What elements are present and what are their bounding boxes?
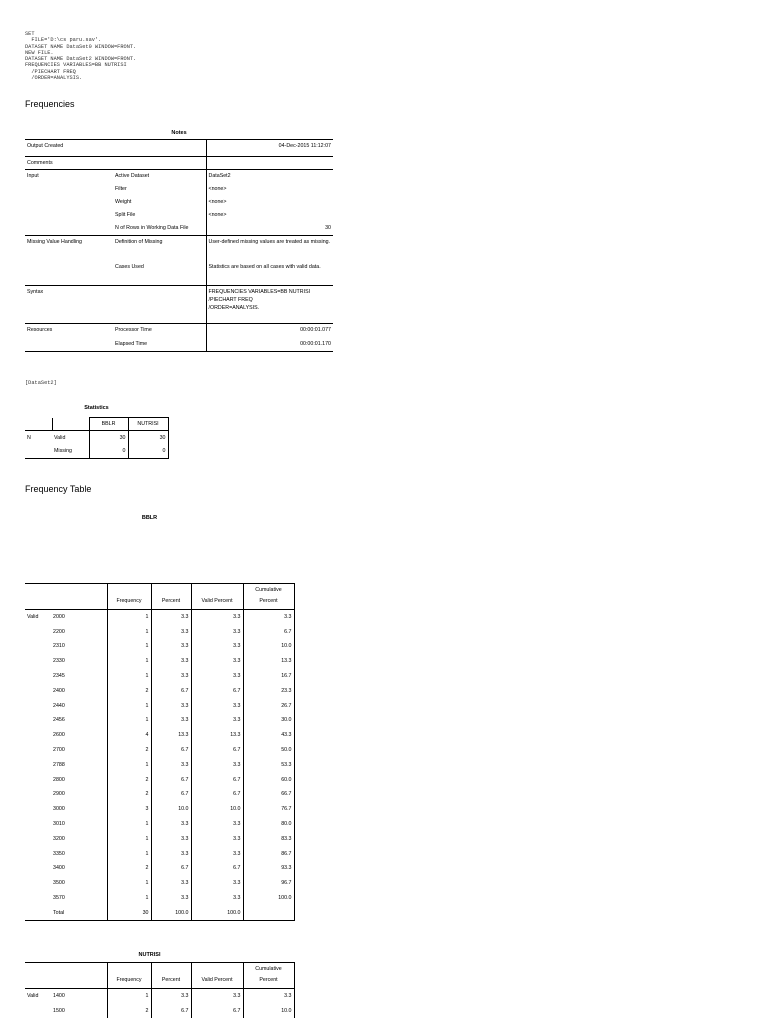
- nutrisi-header-blank: [25, 963, 51, 989]
- bblr-row: [25, 846, 294, 861]
- bblr-cell: 83.3: [243, 831, 294, 846]
- notes-row-value: <none>: [208, 185, 227, 192]
- notes-row-value: 00:00:01.170: [300, 340, 331, 347]
- bblr-group-label: [25, 713, 51, 728]
- bblr-group-label: [25, 861, 51, 876]
- notes-row-sublabel: [113, 140, 206, 157]
- notes-row: [25, 286, 333, 324]
- notes-row-sublabel: [113, 286, 206, 324]
- notes-table: [25, 139, 333, 352]
- bblr-cell: 1: [107, 831, 151, 846]
- notes-row-value: <none>: [208, 198, 227, 205]
- notes-row: [25, 222, 333, 236]
- bblr-cell: 6.7: [191, 787, 243, 802]
- bblr-cell: 66.7: [243, 787, 294, 802]
- statistics-row-sublabel: Valid: [52, 431, 89, 445]
- nutrisi-column-header: [191, 963, 243, 989]
- bblr-cell: 6.7: [151, 772, 191, 787]
- bblr-cell: 50.0: [243, 743, 294, 758]
- notes-row-value: 00:00:01.077: [300, 327, 331, 333]
- nutrisi-column-header-line2: Percent: [259, 977, 278, 983]
- notes-row-value: [206, 157, 333, 170]
- nutrisi-cell: 3.3: [191, 989, 243, 1004]
- bblr-column-header-line2: Percent: [161, 598, 181, 604]
- bblr-row: [25, 831, 294, 846]
- nutrisi-column-header-line2: Valid Percent: [201, 977, 233, 983]
- bblr-row-label: 3570: [51, 891, 107, 906]
- statistics-header-blank: [25, 418, 52, 431]
- bblr-row: [25, 610, 294, 625]
- nutrisi-frequency-table: [25, 962, 295, 1018]
- nutrisi-cell: 3.3: [243, 989, 294, 1004]
- bblr-column-header-line2: Frequency: [116, 598, 142, 604]
- bblr-cell: 3.3: [191, 846, 243, 861]
- bblr-column-header: [191, 584, 243, 610]
- bblr-cell: 60.0: [243, 772, 294, 787]
- bblr-cell: 3.3: [191, 713, 243, 728]
- bblr-group-label: [25, 846, 51, 861]
- bblr-cell: 1: [107, 698, 151, 713]
- bblr-group-label: [25, 654, 51, 669]
- bblr-group-label: [25, 698, 51, 713]
- bblr-cell: 3.3: [151, 876, 191, 891]
- statistics-row-label: [25, 445, 52, 459]
- bblr-cell: 80.0: [243, 817, 294, 832]
- notes-row-sublabel: Weight: [113, 196, 206, 209]
- statistics-row: [25, 445, 168, 459]
- nutrisi-cell: 1: [107, 989, 151, 1004]
- bblr-group-label: [25, 817, 51, 832]
- bblr-cell: 3.3: [191, 757, 243, 772]
- bblr-row-label: 3500: [51, 876, 107, 891]
- statistics-table: [25, 417, 169, 459]
- bblr-row: [25, 787, 294, 802]
- bblr-group-label: [25, 743, 51, 758]
- nutrisi-column-header: [151, 963, 191, 989]
- nutrisi-cell: 10.0: [243, 1003, 294, 1018]
- bblr-cell: 3.3: [191, 698, 243, 713]
- nutrisi-table-title: NUTRISI: [138, 952, 161, 958]
- bblr-group-label: [25, 802, 51, 817]
- bblr-group-label: [25, 669, 51, 684]
- bblr-row-label: 2700: [51, 743, 107, 758]
- notes-row-sublabel: Cases Used: [113, 261, 206, 286]
- nutrisi-row-label: 1400: [51, 989, 107, 1004]
- notes-row-sublabel: [113, 157, 206, 170]
- bblr-cell: 3: [107, 802, 151, 817]
- syntax-log: SET FILE='D:\cs paru.sav'. DATASET NAME DataSet0 WINDOW=FRONT. NEW FILE. DATASET NAME DataSet2 WINDOW=FRONT. FREQUENCIES VARIABLES=BB NUTRISI /PIECHART FREQ /ORDER=ANALYSIS.: [25, 31, 137, 82]
- bblr-row: [25, 772, 294, 787]
- bblr-cell: 10.0: [243, 639, 294, 654]
- notes-row-sublabel: Elapsed Time: [113, 338, 206, 352]
- bblr-cell: 3.3: [151, 624, 191, 639]
- statistics-row: [25, 431, 168, 445]
- statistics-row-label: N: [27, 434, 31, 441]
- bblr-group-label: [25, 683, 51, 698]
- bblr-cell: 10.0: [191, 802, 243, 817]
- bblr-row-label: 3000: [51, 802, 107, 817]
- notes-row-label: Resources: [27, 327, 53, 333]
- bblr-cell: 13.3: [243, 654, 294, 669]
- bblr-cell: 2: [107, 772, 151, 787]
- bblr-row: [25, 905, 294, 920]
- bblr-cell: 76.7: [243, 802, 294, 817]
- frequency-table-heading: Frequency Table: [25, 484, 92, 494]
- bblr-row-label: 3200: [51, 831, 107, 846]
- bblr-cell: 96.7: [243, 876, 294, 891]
- statistics-value: 0: [128, 445, 168, 459]
- notes-row: [25, 157, 333, 170]
- bblr-cell: 2: [107, 683, 151, 698]
- bblr-group-label: [25, 891, 51, 906]
- bblr-cell: 3.3: [151, 669, 191, 684]
- notes-row-sublabel: N of Rows in Working Data File: [113, 222, 206, 236]
- bblr-cell: 1: [107, 713, 151, 728]
- bblr-group-label: [25, 905, 51, 920]
- bblr-row: [25, 683, 294, 698]
- bblr-row-label: 3350: [51, 846, 107, 861]
- bblr-cell: 13.3: [151, 728, 191, 743]
- notes-row-value: User-defined missing values are treated as missing.: [208, 239, 331, 245]
- nutrisi-group-label: Valid: [27, 993, 39, 1000]
- nutrisi-cell: 6.7: [191, 1003, 243, 1018]
- statistics-row-sublabel: Missing: [52, 445, 89, 459]
- bblr-group-label: [25, 639, 51, 654]
- bblr-row-label: 2800: [51, 772, 107, 787]
- bblr-row-label: 2310: [51, 639, 107, 654]
- bblr-cell: 6.7: [191, 683, 243, 698]
- bblr-cell: 3.3: [191, 610, 243, 625]
- bblr-row-label: Total: [51, 905, 107, 920]
- bblr-cell: 100.0: [243, 891, 294, 906]
- bblr-row: [25, 713, 294, 728]
- bblr-cell: 2: [107, 743, 151, 758]
- notes-row: [25, 209, 333, 222]
- bblr-row: [25, 802, 294, 817]
- bblr-group-label: [25, 757, 51, 772]
- bblr-cell: 1: [107, 624, 151, 639]
- bblr-row-label: 2000: [51, 610, 107, 625]
- nutrisi-column-header: [243, 963, 294, 989]
- notes-row-value: DataSet2: [208, 173, 231, 179]
- bblr-row: [25, 669, 294, 684]
- bblr-header-blank: [51, 584, 107, 610]
- bblr-header-blank: [25, 584, 51, 610]
- statistics-value: 0: [89, 445, 128, 459]
- bblr-row: [25, 639, 294, 654]
- notes-row-value: Statistics are based on all cases with valid data.: [208, 263, 321, 270]
- notes-row: [25, 170, 333, 183]
- statistics-table-title: Statistics: [84, 405, 109, 411]
- notes-row-label: Input: [27, 173, 39, 179]
- bblr-cell: 3.3: [151, 654, 191, 669]
- bblr-cell: 3.3: [151, 610, 191, 625]
- bblr-cell: 2: [107, 787, 151, 802]
- notes-row-sublabel: Active Dataset: [113, 170, 206, 183]
- bblr-cell: 30: [107, 905, 151, 920]
- bblr-column-header: [243, 584, 294, 610]
- notes-row-value: FREQUENCIES VARIABLES=BB NUTRISI /PIECHART FREQ /ORDER=ANALYSIS.: [208, 289, 311, 311]
- bblr-row: [25, 743, 294, 758]
- bblr-cell: 3.3: [191, 639, 243, 654]
- bblr-cell: 3.3: [191, 669, 243, 684]
- bblr-group-label: [25, 624, 51, 639]
- bblr-column-header: [151, 584, 191, 610]
- bblr-row: [25, 698, 294, 713]
- notes-row-label: Comments: [27, 160, 53, 166]
- bblr-cell: 6.7: [151, 743, 191, 758]
- notes-row-value: 04-Dec-2015 11:12:07: [278, 143, 331, 149]
- nutrisi-column-header-line2: Percent: [161, 977, 181, 983]
- bblr-row: [25, 728, 294, 743]
- bblr-row-label: 2600: [51, 728, 107, 743]
- bblr-cell: 6.7: [191, 861, 243, 876]
- bblr-cell: 1: [107, 654, 151, 669]
- bblr-column-header-line2: Percent: [259, 598, 278, 604]
- bblr-cell: 4: [107, 728, 151, 743]
- bblr-cell: 100.0: [151, 905, 191, 920]
- statistics-header-row: [25, 418, 168, 431]
- bblr-header-row: [25, 584, 294, 610]
- notes-row-value: 30: [325, 224, 331, 231]
- notes-row-sublabel: Processor Time: [113, 324, 206, 338]
- bblr-cell: 6.7: [243, 624, 294, 639]
- bblr-cell: 3.3: [151, 757, 191, 772]
- notes-row: [25, 183, 333, 196]
- bblr-cell: 16.7: [243, 669, 294, 684]
- bblr-row: [25, 861, 294, 876]
- bblr-cell: 6.7: [151, 787, 191, 802]
- notes-row: [25, 324, 333, 338]
- nutrisi-column-header-line2: Frequency: [116, 977, 142, 983]
- bblr-column-header-line1: Cumulative: [255, 587, 282, 593]
- bblr-cell: 1: [107, 817, 151, 832]
- bblr-group-label: [25, 772, 51, 787]
- notes-row-label: Missing Value Handling: [27, 239, 82, 245]
- notes-row-sublabel: Split File: [113, 209, 206, 222]
- bblr-group-label: [25, 831, 51, 846]
- notes-row-label: [25, 222, 113, 236]
- nutrisi-header-row: [25, 963, 294, 989]
- statistics-value: 30: [89, 431, 128, 445]
- notes-row-label: Syntax: [27, 289, 44, 295]
- bblr-table-title: BBLR: [141, 515, 158, 521]
- bblr-cell: 3.3: [151, 817, 191, 832]
- notes-row-label: [25, 261, 113, 286]
- notes-row-label: [25, 338, 113, 352]
- notes-table-title: Notes: [171, 130, 187, 136]
- notes-row: [25, 338, 333, 352]
- nutrisi-cell: 6.7: [151, 1003, 191, 1018]
- bblr-row: [25, 757, 294, 772]
- nutrisi-column-header-line1: Cumulative: [255, 966, 282, 972]
- frequencies-heading: Frequencies: [25, 99, 75, 109]
- nutrisi-column-header: [107, 963, 151, 989]
- bblr-cell: 3.3: [191, 654, 243, 669]
- bblr-cell: 43.3: [243, 728, 294, 743]
- bblr-cell: 3.3: [151, 846, 191, 861]
- bblr-cell: 93.3: [243, 861, 294, 876]
- bblr-cell: 1: [107, 610, 151, 625]
- notes-row-value: <none>: [208, 211, 227, 218]
- bblr-cell: 3.3: [191, 831, 243, 846]
- bblr-cell: [243, 905, 294, 920]
- notes-row-sublabel: Filter: [113, 183, 206, 196]
- statistics-column-header: NUTRISI: [128, 418, 168, 431]
- bblr-cell: 13.3: [191, 728, 243, 743]
- bblr-cell: 10.0: [151, 802, 191, 817]
- bblr-row-label: 3400: [51, 861, 107, 876]
- statistics-header-blank: [52, 418, 89, 431]
- bblr-cell: 1: [107, 639, 151, 654]
- bblr-cell: 6.7: [191, 743, 243, 758]
- notes-row: [25, 140, 333, 157]
- bblr-row-label: 3010: [51, 817, 107, 832]
- bblr-cell: 3.3: [151, 831, 191, 846]
- bblr-row: [25, 891, 294, 906]
- bblr-cell: 6.7: [151, 683, 191, 698]
- nutrisi-header-blank: [51, 963, 107, 989]
- nutrisi-cell: 3.3: [151, 989, 191, 1004]
- bblr-cell: 23.3: [243, 683, 294, 698]
- bblr-row-label: 2200: [51, 624, 107, 639]
- bblr-row-label: 2330: [51, 654, 107, 669]
- bblr-frequency-table: [25, 583, 295, 921]
- bblr-column-header: [107, 584, 151, 610]
- nutrisi-row: [25, 989, 294, 1004]
- bblr-row: [25, 817, 294, 832]
- bblr-cell: 6.7: [191, 772, 243, 787]
- bblr-cell: 3.3: [191, 876, 243, 891]
- bblr-column-header-line2: Valid Percent: [201, 598, 233, 604]
- notes-row-label: [25, 209, 113, 222]
- bblr-cell: 3.3: [151, 698, 191, 713]
- bblr-row-label: 2456: [51, 713, 107, 728]
- bblr-cell: 3.3: [191, 624, 243, 639]
- statistics-value: 30: [128, 431, 168, 445]
- bblr-cell: 26.7: [243, 698, 294, 713]
- bblr-row-label: 2440: [51, 698, 107, 713]
- bblr-row: [25, 654, 294, 669]
- bblr-cell: 53.3: [243, 757, 294, 772]
- notes-row-label: Output Created: [27, 143, 64, 149]
- bblr-cell: 3.3: [151, 891, 191, 906]
- bblr-group-label: [25, 876, 51, 891]
- bblr-group-label: [25, 787, 51, 802]
- bblr-row: [25, 624, 294, 639]
- bblr-row-label: 2345: [51, 669, 107, 684]
- notes-row-label: [25, 183, 113, 196]
- bblr-cell: 1: [107, 876, 151, 891]
- statistics-column-header: BBLR: [89, 418, 128, 431]
- nutrisi-cell: 2: [107, 1003, 151, 1018]
- bblr-row-label: 2900: [51, 787, 107, 802]
- bblr-cell: 1: [107, 846, 151, 861]
- bblr-cell: 1: [107, 757, 151, 772]
- bblr-cell: 3.3: [151, 639, 191, 654]
- bblr-cell: 86.7: [243, 846, 294, 861]
- nutrisi-group-label: [25, 1003, 51, 1018]
- notes-row: [25, 261, 333, 286]
- bblr-row-label: 2400: [51, 683, 107, 698]
- notes-row-sublabel: Definition of Missing: [113, 236, 206, 261]
- dataset-label: [DataSet2]: [25, 380, 57, 386]
- bblr-cell: 100.0: [191, 905, 243, 920]
- nutrisi-row: [25, 1003, 294, 1018]
- notes-row-label: [25, 196, 113, 209]
- bblr-cell: 6.7: [151, 861, 191, 876]
- bblr-row-label: 2788: [51, 757, 107, 772]
- bblr-cell: 1: [107, 669, 151, 684]
- bblr-cell: 2: [107, 861, 151, 876]
- bblr-cell: 30.0: [243, 713, 294, 728]
- bblr-group-label: [25, 728, 51, 743]
- bblr-cell: 3.3: [151, 713, 191, 728]
- bblr-cell: 3.3: [243, 610, 294, 625]
- bblr-group-label: Valid: [27, 614, 39, 621]
- notes-row: [25, 196, 333, 209]
- bblr-cell: 3.3: [191, 891, 243, 906]
- bblr-cell: 1: [107, 891, 151, 906]
- nutrisi-row-label: 1500: [51, 1003, 107, 1018]
- notes-row: [25, 236, 333, 261]
- bblr-cell: 3.3: [191, 817, 243, 832]
- bblr-row: [25, 876, 294, 891]
